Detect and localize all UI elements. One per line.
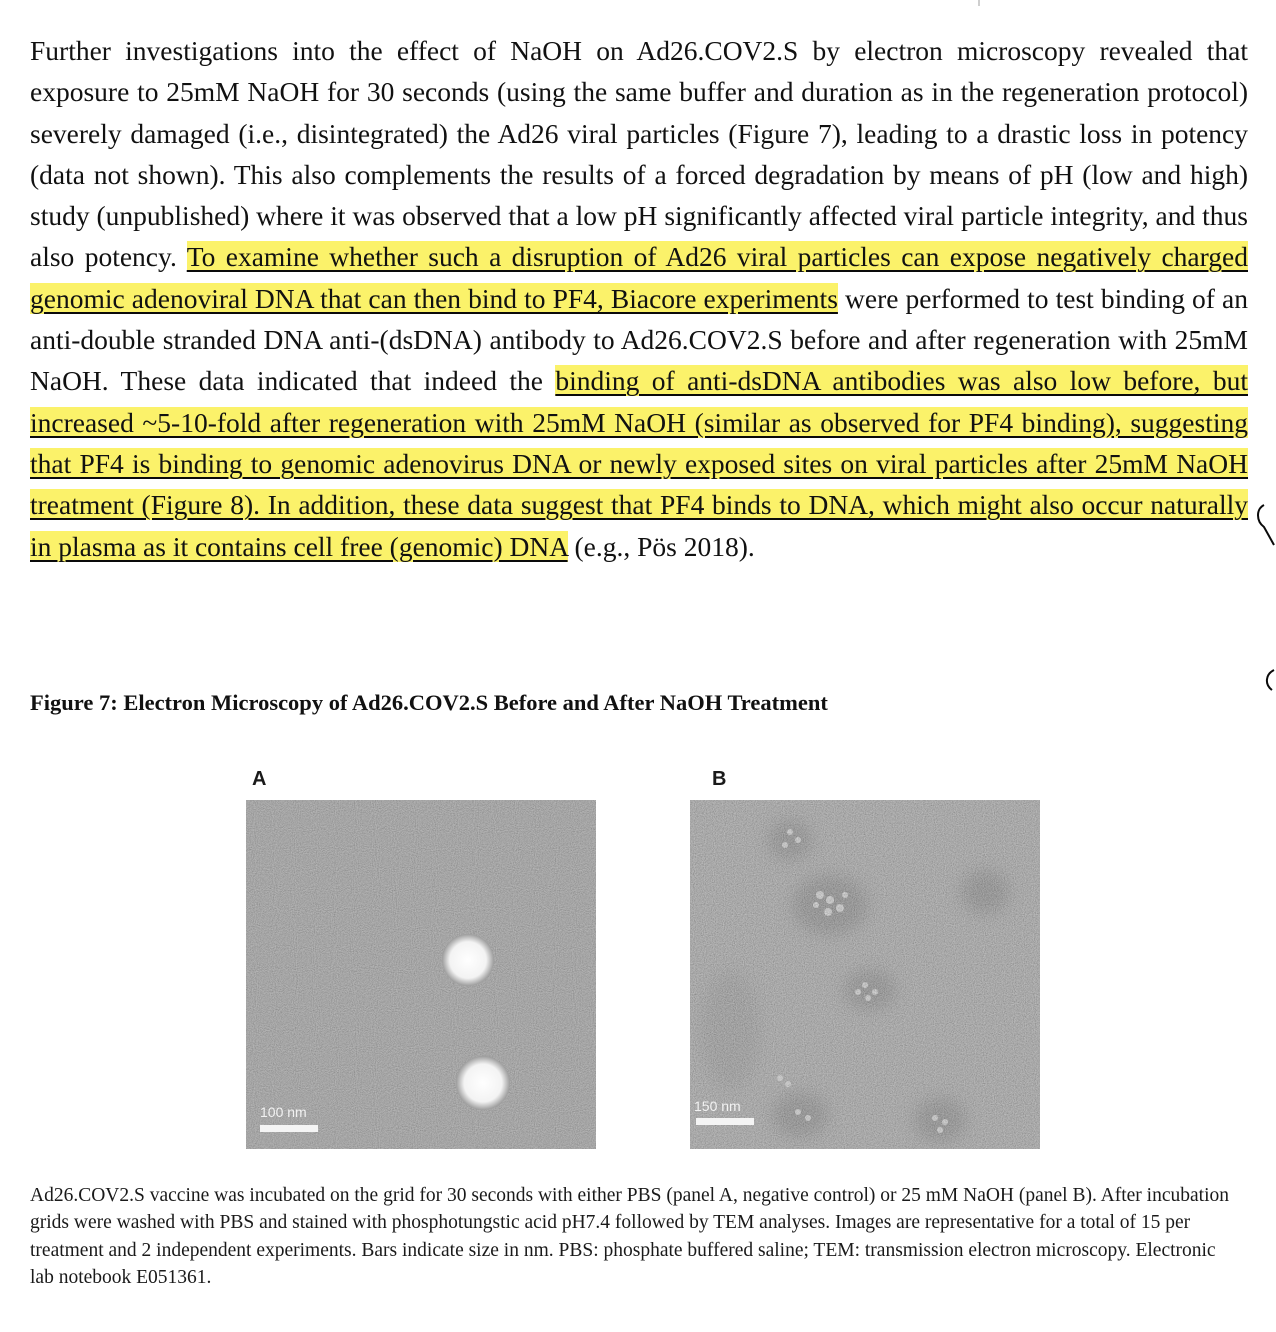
body-paragraph <box>30 30 1248 567</box>
figure-title: Figure 7: Electron Microscopy of Ad26.COV2.S Before and After NaOH Treatment <box>30 690 828 715</box>
virus-particle <box>442 934 494 986</box>
virus-particle <box>456 1056 510 1110</box>
sentence-intro: Further investigations into the effect of NaOH on Ad26.COV2.S by electron microscopy revealed that exposure to 25mM NaOH for 30 seconds (using the same buffer and duration as in the regeneration protocol) severely damaged (i.e., disintegrated) the Ad26 viral particles (Figure 7), leading to a drastic loss in potency (data not shown). This also complements the results of a forced degradation by means of pH (low and high) study (unpublished) where it was observed that a low pH significantly affected viral particle integrity, and thus also potency. <box>30 35 1248 273</box>
scale-bar-b <box>696 1118 754 1125</box>
panel-a-image <box>246 800 596 1149</box>
highlighted-findings: binding of anti-dsDNA antibodies was also low before, but increased ~5-10-fold after regeneration with 25mM NaOH (similar as observed for PF4 binding), suggesting that PF4 is binding to genomic adenovirus DNA or newly exposed sites on viral particles after 25mM NaOH treatment (Figure 8). In addition, these data suggest that PF4 binds to DNA, which might also occur naturally in plasma as it contains cell free (genomic) DNA <box>30 365 1248 562</box>
panel-a-label: A <box>252 768 267 790</box>
top-edge-tick <box>978 0 980 6</box>
sentence-citation: (e.g., Pös 2018). <box>567 530 755 562</box>
margin-annotation-mark <box>1250 495 1276 555</box>
panel-b-image <box>690 800 1040 1149</box>
figure-caption: Ad26.COV2.S vaccine was incubated on the grid for 30 seconds with either PBS (panel A, negative control) or 25 mM NaOH (panel B). After incubation grids were washed with PBS and stained with phosphotungstic acid pH7.4 followed by TEM analyses. Images are representative for a total of 15 per treatment and 2 independent experiments. Bars indicate size in nm. PBS: phosphate buffered saline; TEM: transmission electron microscopy. Electronic lab notebook E051361. <box>30 1185 1229 1288</box>
highlighted-hypothesis: To examine whether such a disruption of Ad26 viral particles can expose negatively charged genomic adenoviral DNA that can then bind to PF4, Biacore experiments <box>30 241 1248 314</box>
scale-label-a: 100 nm <box>260 1104 307 1120</box>
scale-bar-a <box>260 1125 318 1132</box>
sentence-methods: were performed to test binding of an anti-double stranded DNA anti-(dsDNA) antibody to Ad26.COV2.S before and after regeneration with 25mM NaOH. These data indicated that indeed the <box>30 282 1248 397</box>
scale-label-b: 150 nm <box>694 1098 741 1114</box>
panel-b-label: B <box>712 768 727 790</box>
margin-annotation-mark-2 <box>1262 668 1276 694</box>
